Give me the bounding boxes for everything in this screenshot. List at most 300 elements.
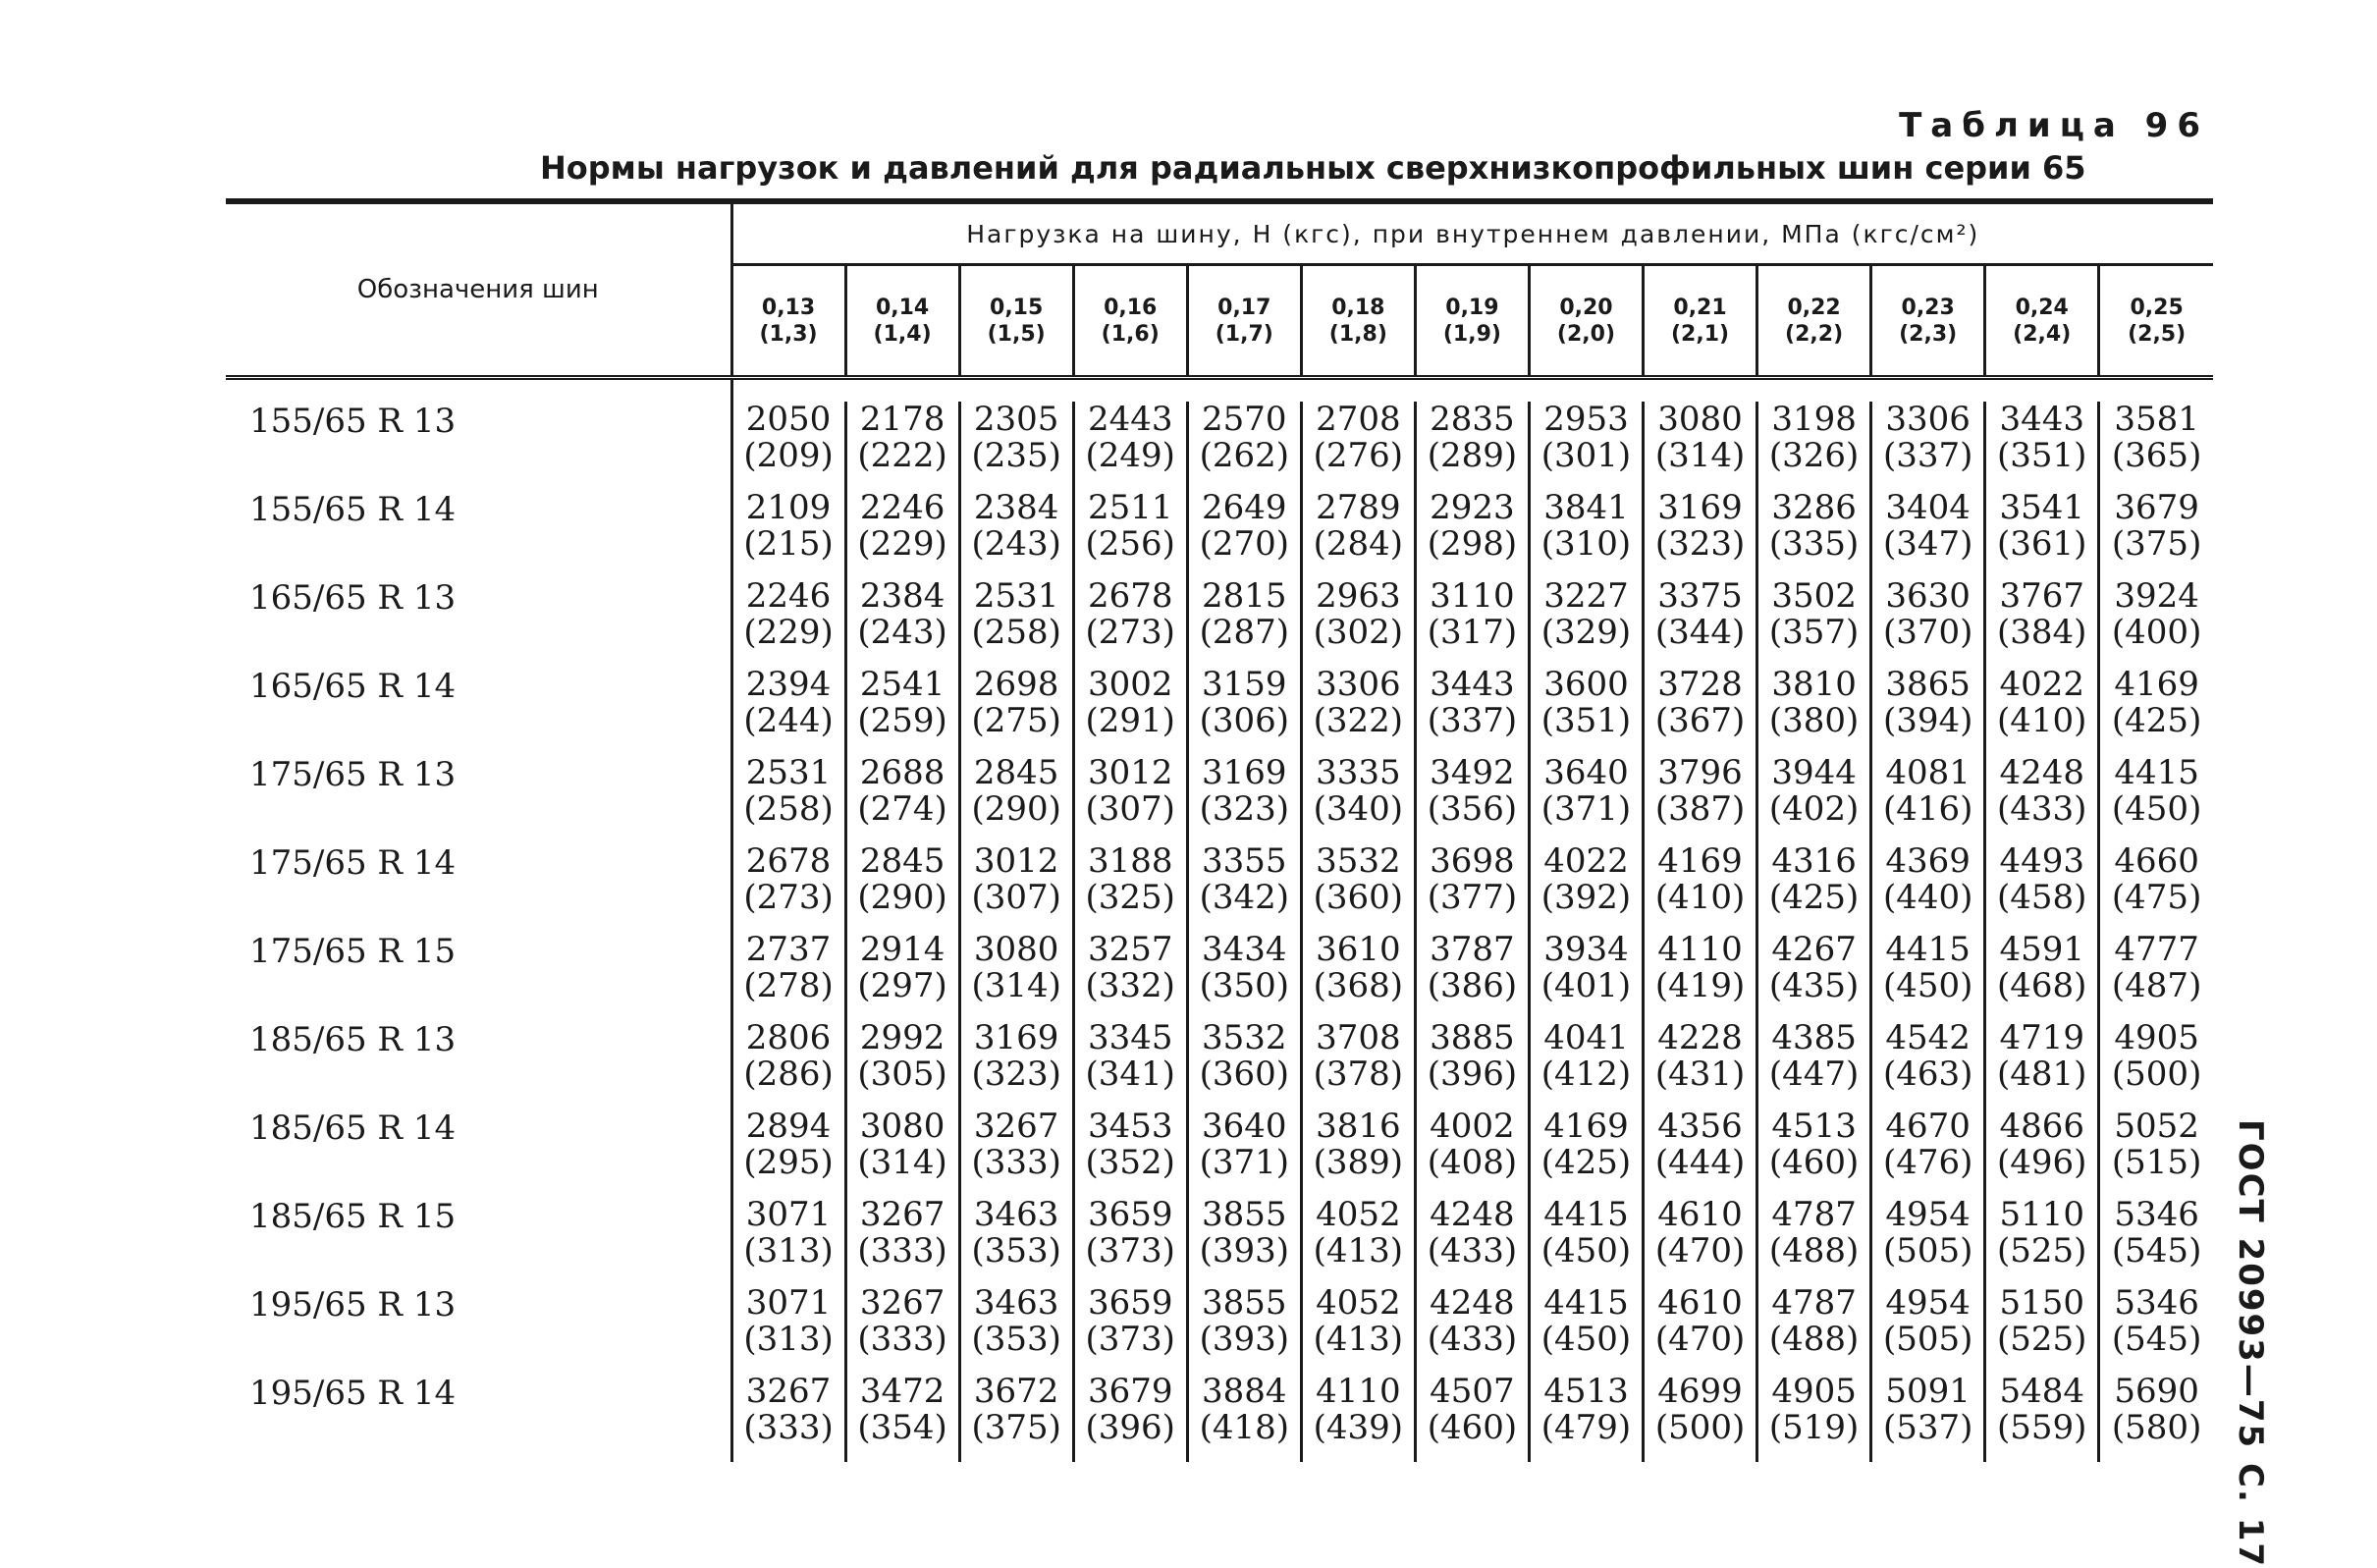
load-cell (1985, 1108, 2099, 1197)
load-newton: 3492 (1430, 753, 1515, 792)
load-newton: 3679 (1087, 1372, 1173, 1411)
load-cell (1301, 1285, 1415, 1374)
load-cell (845, 932, 959, 1020)
load-cell (731, 578, 845, 667)
load-kgf: (365) (2111, 436, 2202, 475)
load-newton: 2806 (745, 1018, 832, 1057)
load-newton: 3267 (859, 1283, 945, 1323)
load-kgf: (393) (1199, 1320, 1289, 1359)
load-newton: 3080 (973, 930, 1059, 969)
load-kgf: (341) (1085, 1054, 1175, 1094)
load-cell (1871, 1108, 1985, 1197)
load-kgf: (450) (1540, 1231, 1632, 1271)
load-cell (1644, 667, 1757, 755)
load-kgf: (458) (1997, 878, 2087, 917)
pressure-header-5 (1301, 265, 1415, 376)
load-cell (1073, 932, 1187, 1020)
load-kgf: (284) (1313, 524, 1404, 564)
load-cell (1757, 1374, 1871, 1462)
load-newton: 2894 (745, 1107, 832, 1146)
pressure-header-8 (1644, 265, 1757, 376)
load-newton: 3012 (973, 841, 1059, 881)
load-cell (1187, 1197, 1301, 1285)
load-kgf: (243) (857, 613, 947, 652)
load-cell (1757, 402, 1871, 490)
load-kgf: (394) (1882, 701, 1973, 740)
load-newton: 3728 (1657, 665, 1743, 704)
load-kgf: (360) (1199, 1054, 1289, 1094)
table-row (226, 1108, 2213, 1197)
load-cell (1187, 667, 1301, 755)
load-newton: 3855 (1202, 1283, 1287, 1323)
load-cell (2099, 578, 2213, 667)
load-newton: 3463 (973, 1195, 1059, 1234)
load-cell (1187, 402, 1301, 490)
load-kgf: (433) (1427, 1231, 1518, 1271)
load-cell (959, 667, 1073, 755)
load-newton: 3355 (1202, 841, 1287, 881)
load-kgf: (396) (1085, 1408, 1175, 1447)
load-kgf: (580) (2111, 1408, 2202, 1447)
load-cell (731, 932, 845, 1020)
table-number-label: Таблица 96 (1899, 106, 2209, 145)
load-kgf: (433) (1427, 1320, 1518, 1359)
load-newton: 4041 (1543, 1018, 1629, 1057)
load-cell (1529, 843, 1643, 932)
load-cell (2099, 755, 2213, 843)
load-kgf: (347) (1882, 524, 1973, 564)
load-cell (1529, 755, 1643, 843)
table-row (226, 1197, 2213, 1285)
load-cell (1415, 932, 1529, 1020)
load-cell (845, 402, 959, 490)
load-cell (1985, 1374, 2099, 1462)
load-cell (1415, 755, 1529, 843)
load-cell (1644, 578, 1757, 667)
load-newton: 3767 (1999, 576, 2084, 616)
pressure-mpa: 0,21 (1673, 295, 1727, 320)
load-kgf: (329) (1540, 613, 1632, 652)
pressure-header-12 (2099, 265, 2213, 376)
load-newton: 2384 (973, 488, 1059, 527)
load-newton: 3541 (1999, 488, 2084, 527)
load-kgf: (389) (1313, 1143, 1404, 1182)
load-cell (959, 1197, 1073, 1285)
load-cell (959, 402, 1073, 490)
load-cell (1529, 1374, 1643, 1462)
load-newton: 2678 (745, 841, 832, 881)
load-kgf: (317) (1427, 613, 1518, 652)
load-newton: 2953 (1543, 400, 1629, 439)
load-cell (1415, 490, 1529, 578)
load-cell (1757, 843, 1871, 932)
load-newton: 2541 (859, 665, 945, 704)
load-newton: 3443 (1999, 400, 2084, 439)
load-cell (1187, 578, 1301, 667)
load-cell (1415, 1285, 1529, 1374)
load-kgf: (440) (1882, 878, 1973, 917)
pressure-kgf: (2,3) (1899, 321, 1958, 347)
load-newton: 5091 (1885, 1372, 1971, 1411)
load-newton: 4228 (1657, 1018, 1743, 1057)
load-cell (1985, 578, 2099, 667)
load-cell (1301, 1374, 1415, 1462)
pressure-header-11 (1985, 265, 2099, 376)
load-kgf: (371) (1540, 789, 1632, 829)
load-newton: 3404 (1885, 488, 1971, 527)
load-kgf: (314) (857, 1143, 947, 1182)
pressure-mpa: 0,19 (1445, 295, 1499, 320)
load-kgf: (353) (971, 1231, 1061, 1271)
load-cell (1757, 490, 1871, 578)
load-cell (1871, 1374, 1985, 1462)
load-newton: 3267 (859, 1195, 945, 1234)
load-kgf: (444) (1654, 1143, 1746, 1182)
load-newton: 2923 (1430, 488, 1515, 527)
load-cell (845, 1020, 959, 1108)
load-newton: 3375 (1657, 576, 1743, 616)
load-kgf: (351) (1540, 701, 1632, 740)
load-kgf: (337) (1427, 701, 1518, 740)
load-kgf: (410) (1997, 701, 2087, 740)
load-kgf: (258) (971, 613, 1061, 652)
load-cell (1985, 755, 2099, 843)
load-kgf: (340) (1313, 789, 1404, 829)
load-cell (1301, 578, 1415, 667)
load-newton: 3169 (973, 1018, 1059, 1057)
load-cell (1415, 1108, 1529, 1197)
load-kgf: (545) (2111, 1231, 2202, 1271)
load-cell (731, 667, 845, 755)
load-kgf: (475) (2111, 878, 2202, 917)
load-cell (1301, 932, 1415, 1020)
load-kgf: (229) (743, 613, 834, 652)
load-newton: 3502 (1771, 576, 1857, 616)
load-cell (845, 1285, 959, 1374)
load-kgf: (289) (1427, 436, 1518, 475)
pressure-header-10 (1871, 265, 1985, 376)
load-kgf: (479) (1540, 1408, 1632, 1447)
load-newton: 4385 (1771, 1018, 1857, 1057)
table-row (226, 932, 2213, 1020)
load-cell (1985, 1285, 2099, 1374)
standard-page-code: ГОСТ 20993—75 С. 17 (2231, 1119, 2270, 1568)
pressure-header-2 (959, 265, 1073, 376)
load-cell (1871, 1285, 1985, 1374)
load-cell (1644, 1374, 1757, 1462)
table-row (226, 578, 2213, 667)
load-cell (2099, 667, 2213, 755)
load-kgf: (325) (1085, 878, 1175, 917)
load-newton: 5690 (2114, 1372, 2199, 1411)
load-newton: 2963 (1316, 576, 1401, 616)
load-cell (1529, 932, 1643, 1020)
tire-designation-header: Обозначения шин (226, 201, 731, 375)
pressure-mpa: 0,23 (1901, 295, 1955, 320)
load-cell (1073, 402, 1187, 490)
load-kgf: (209) (743, 436, 834, 475)
load-cell (1871, 1020, 1985, 1108)
load-kgf: (375) (2111, 524, 2202, 564)
load-cell (1301, 843, 1415, 932)
load-cell (1415, 667, 1529, 755)
load-cell (2099, 1197, 2213, 1285)
load-kgf: (273) (743, 878, 834, 917)
load-newton: 2246 (859, 488, 945, 527)
load-kgf: (525) (1997, 1231, 2087, 1271)
load-kgf: (439) (1313, 1408, 1404, 1447)
load-newton: 3110 (1430, 576, 1515, 616)
load-cell (1871, 667, 1985, 755)
load-kgf: (418) (1199, 1408, 1289, 1447)
load-kgf: (360) (1313, 878, 1404, 917)
load-cell (1985, 932, 2099, 1020)
load-cell (1644, 1285, 1757, 1374)
load-kgf: (333) (743, 1408, 834, 1447)
load-newton: 4081 (1885, 753, 1971, 792)
load-newton: 3934 (1543, 930, 1629, 969)
load-kgf: (505) (1882, 1231, 1973, 1271)
load-cell (1073, 1374, 1187, 1462)
load-kgf: (468) (1997, 966, 2087, 1005)
pressure-kgf: (1,6) (1101, 321, 1160, 347)
load-kgf: (235) (971, 436, 1061, 475)
pressure-mpa: 0,24 (2015, 295, 2069, 320)
load-kgf: (425) (1768, 878, 1860, 917)
load-cell (959, 1108, 1073, 1197)
load-cell (1529, 1020, 1643, 1108)
pressure-header-0 (731, 265, 845, 376)
load-kgf: (337) (1882, 436, 1973, 475)
load-newton: 2835 (1430, 400, 1515, 439)
load-kgf: (396) (1427, 1054, 1518, 1094)
load-kgf: (519) (1768, 1408, 1860, 1447)
load-newton: 4591 (1999, 930, 2084, 969)
load-cell (1529, 1285, 1643, 1374)
load-newton: 2531 (745, 753, 832, 792)
load-cell (2099, 402, 2213, 490)
load-kgf: (323) (1199, 789, 1289, 829)
load-kgf: (375) (971, 1408, 1061, 1447)
pressure-kgf: (1,3) (759, 321, 818, 347)
load-newton: 4052 (1316, 1283, 1401, 1323)
load-kgf: (323) (1654, 524, 1746, 564)
load-cell (731, 402, 845, 490)
load-cell (1757, 1197, 1871, 1285)
load-cell (2099, 843, 2213, 932)
load-newton: 2109 (745, 488, 832, 527)
load-newton: 3865 (1885, 665, 1971, 704)
load-kgf: (275) (971, 701, 1061, 740)
load-cell (1985, 1197, 2099, 1285)
load-cell (2099, 490, 2213, 578)
load-kgf: (416) (1882, 789, 1973, 829)
pressure-header-7 (1529, 265, 1643, 376)
load-newton: 4513 (1543, 1372, 1629, 1411)
load-cell (731, 1374, 845, 1462)
load-newton: 4110 (1657, 930, 1743, 969)
load-newton: 2649 (1202, 488, 1287, 527)
load-newton: 3640 (1202, 1107, 1287, 1146)
load-newton: 2698 (973, 665, 1059, 704)
load-kgf: (333) (857, 1231, 947, 1271)
load-newton: 3463 (973, 1283, 1059, 1323)
load-newton: 2511 (1087, 488, 1173, 527)
load-newton: 2688 (859, 753, 945, 792)
load-kgf: (384) (1997, 613, 2087, 652)
load-cell (959, 578, 1073, 667)
table-body (226, 378, 2213, 1463)
load-cell (1529, 1108, 1643, 1197)
load-kgf: (368) (1313, 966, 1404, 1005)
pressure-mpa: 0,20 (1559, 295, 1613, 320)
load-kgf: (305) (857, 1054, 947, 1094)
pressure-kgf: (2,0) (1556, 321, 1616, 347)
pressure-mpa: 0,22 (1787, 295, 1841, 320)
table-title: Нормы нагрузок и давлений для радиальных сверхнизкопрофильных шин серии 65 (540, 149, 2086, 187)
pressure-header-9 (1757, 265, 1871, 376)
load-newton: 3080 (859, 1107, 945, 1146)
tire-designation: 185/65 R 13 (226, 1020, 731, 1108)
load-newton: 4954 (1885, 1195, 1971, 1234)
load-newton: 2708 (1316, 400, 1401, 439)
pressure-kgf: (2,4) (2013, 321, 2072, 347)
load-newton: 4316 (1771, 841, 1857, 881)
load-cell (1529, 1197, 1643, 1285)
load-newton: 2992 (859, 1018, 945, 1057)
load-kgf: (306) (1199, 701, 1289, 740)
tire-designation: 195/65 R 14 (226, 1374, 731, 1462)
load-newton: 4507 (1430, 1372, 1515, 1411)
load-newton: 2678 (1087, 576, 1173, 616)
load-newton: 3810 (1771, 665, 1857, 704)
pressure-mpa: 0,13 (761, 295, 816, 320)
load-newton: 3257 (1087, 930, 1173, 969)
pressure-header-4 (1187, 265, 1301, 376)
load-kgf: (262) (1199, 436, 1289, 475)
load-cell (845, 843, 959, 932)
load-newton: 4415 (1543, 1195, 1629, 1234)
load-kgf: (488) (1768, 1320, 1860, 1359)
load-cell (1985, 667, 2099, 755)
load-newton: 5150 (1999, 1283, 2084, 1323)
load-kgf: (373) (1085, 1231, 1175, 1271)
pressure-mpa: 0,17 (1217, 295, 1271, 320)
load-newton: 3169 (1202, 753, 1287, 792)
load-cell (1644, 1108, 1757, 1197)
load-kgf: (400) (2111, 613, 2202, 652)
load-cell (1529, 402, 1643, 490)
load-newton: 5346 (2114, 1283, 2199, 1323)
load-newton: 5346 (2114, 1195, 2199, 1234)
load-cell (959, 490, 1073, 578)
load-newton: 3944 (1771, 753, 1857, 792)
table-row (226, 1020, 2213, 1108)
load-kgf: (314) (1654, 436, 1746, 475)
load-kgf: (425) (1540, 1143, 1632, 1182)
load-newton: 4905 (1771, 1372, 1857, 1411)
load-kgf: (367) (1654, 701, 1746, 740)
load-cell (959, 843, 1073, 932)
load-cell (731, 1285, 845, 1374)
load-newton: 3267 (745, 1372, 832, 1411)
table-row (226, 1285, 2213, 1374)
load-kgf: (352) (1085, 1143, 1175, 1182)
load-newton: 3169 (1657, 488, 1743, 527)
load-kgf: (287) (1199, 613, 1289, 652)
load-cell (1985, 490, 2099, 578)
load-newton: 4169 (1543, 1107, 1629, 1146)
load-cell (1187, 755, 1301, 843)
load-cell (845, 1108, 959, 1197)
load-newton: 3659 (1087, 1283, 1173, 1323)
load-newton: 3335 (1316, 753, 1401, 792)
load-cell (1757, 667, 1871, 755)
load-newton: 4022 (1543, 841, 1629, 881)
load-kgf: (433) (1997, 789, 2087, 829)
load-kgf: (393) (1199, 1231, 1289, 1271)
load-kgf: (290) (857, 878, 947, 917)
load-newton: 3796 (1657, 753, 1743, 792)
pressure-kgf: (2,2) (1785, 321, 1844, 347)
load-cell (959, 1020, 1073, 1108)
load-cell (1529, 578, 1643, 667)
load-cell (1301, 490, 1415, 578)
tire-designation: 165/65 R 13 (226, 578, 731, 667)
load-kgf: (301) (1540, 436, 1632, 475)
load-newton: 4356 (1657, 1107, 1743, 1146)
load-kgf: (344) (1654, 613, 1746, 652)
load-kgf: (470) (1654, 1320, 1746, 1359)
load-cell (1644, 490, 1757, 578)
load-cell (1301, 1020, 1415, 1108)
load-kgf: (215) (743, 524, 834, 564)
load-kgf: (249) (1085, 436, 1175, 475)
tire-designation: 155/65 R 14 (226, 490, 731, 578)
load-newton: 3453 (1087, 1107, 1173, 1146)
tire-designation: 175/65 R 13 (226, 755, 731, 843)
load-kgf: (412) (1540, 1054, 1632, 1094)
load-newton: 3306 (1316, 665, 1401, 704)
load-kgf: (326) (1768, 436, 1860, 475)
load-kgf: (274) (857, 789, 947, 829)
load-newton: 3787 (1430, 930, 1515, 969)
load-cell (1985, 402, 2099, 490)
load-newton: 3630 (1885, 576, 1971, 616)
load-newton: 2914 (859, 930, 945, 969)
load-newton: 3672 (973, 1372, 1059, 1411)
pressure-kgf: (1,7) (1215, 321, 1273, 347)
load-kgf: (392) (1540, 878, 1632, 917)
load-newton: 3610 (1316, 930, 1401, 969)
norms-table (226, 198, 2213, 1462)
table-row (226, 755, 2213, 843)
load-kgf: (335) (1768, 524, 1860, 564)
pressure-header-6 (1415, 265, 1529, 376)
load-newton: 3532 (1202, 1018, 1287, 1057)
load-kgf: (470) (1654, 1231, 1746, 1271)
load-newton: 3345 (1087, 1018, 1173, 1057)
load-newton: 4954 (1885, 1283, 1971, 1323)
load-cell (1415, 578, 1529, 667)
load-kgf: (378) (1313, 1054, 1404, 1094)
load-kgf: (307) (971, 878, 1061, 917)
load-cell (2099, 932, 2213, 1020)
table-row (226, 667, 2213, 755)
load-newton: 3924 (2114, 576, 2199, 616)
load-newton: 4610 (1657, 1283, 1743, 1323)
load-cell (1529, 667, 1643, 755)
